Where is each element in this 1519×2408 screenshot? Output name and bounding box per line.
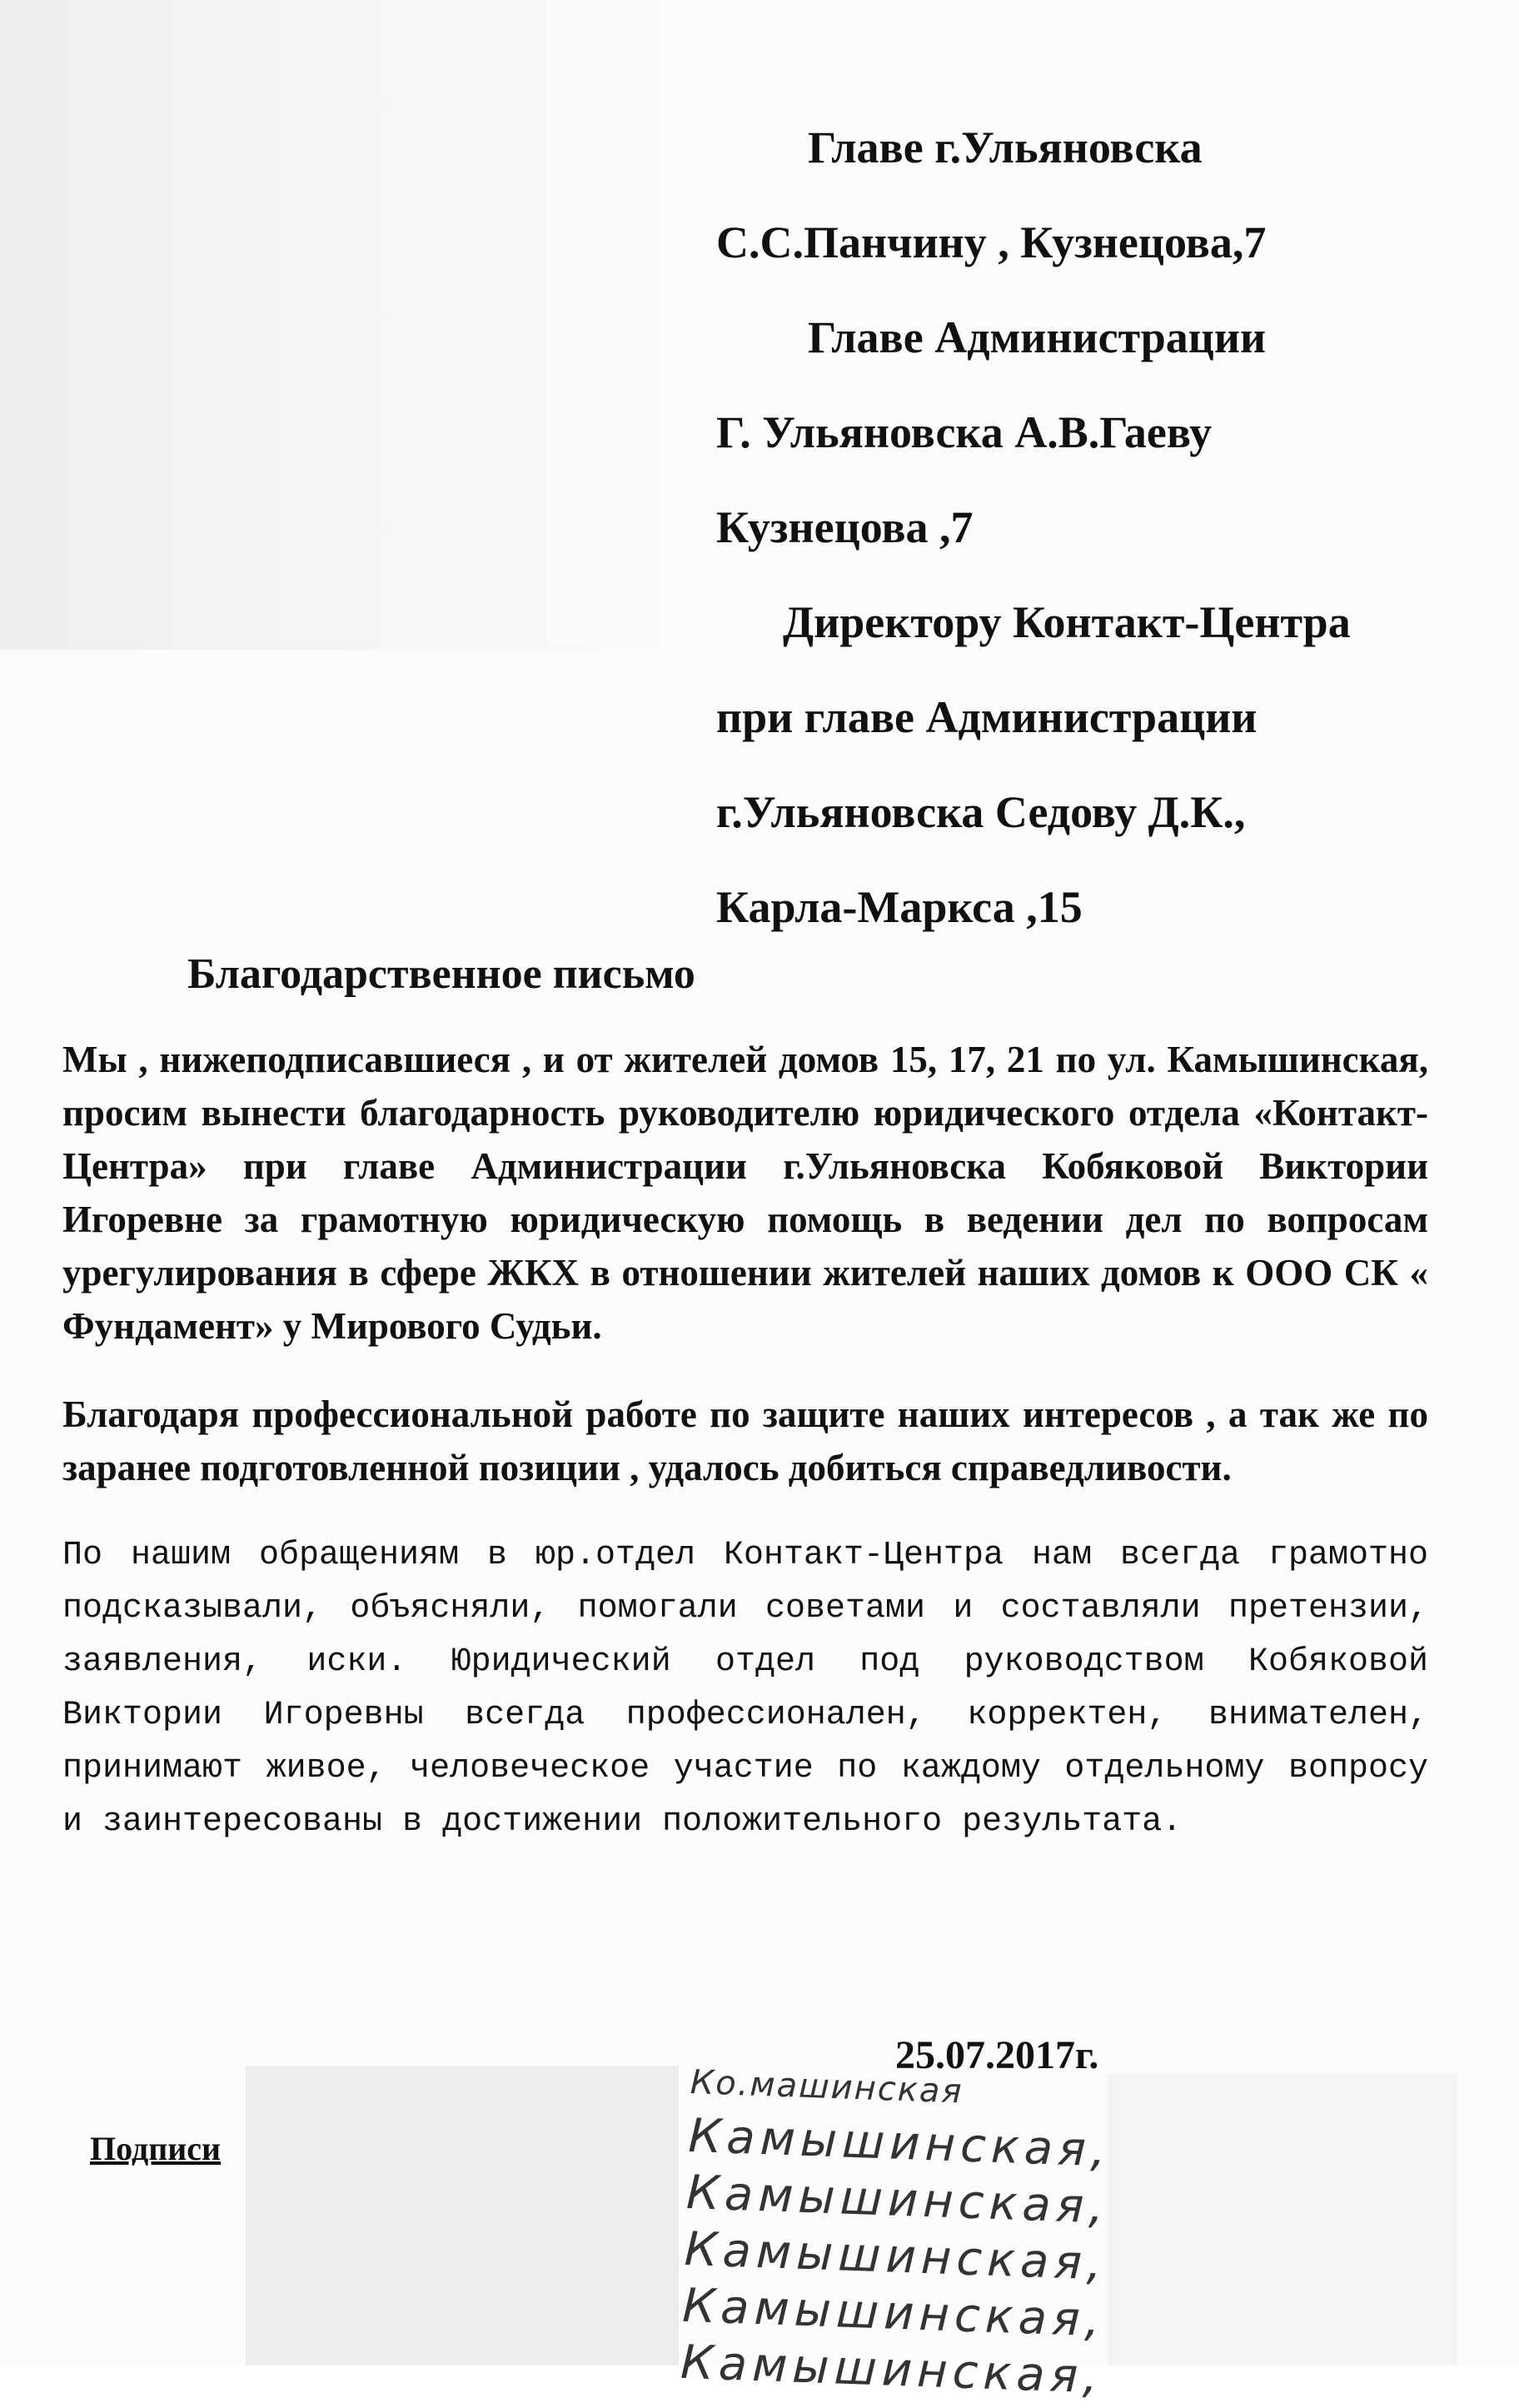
body-paragraph: Благодаря профессиональной работе по защите наших интересов , а так же по заранее подготовленной позиции , удалось добиться справедливости. — [62, 1393, 1428, 1488]
handwritten-line: Камышинская, — [681, 2278, 1106, 2348]
addressee-line: Карла-Маркса ,15 — [716, 882, 1083, 932]
addressee-line: Г. Ульяновска А.В.Гаеву — [716, 407, 1213, 457]
addressee-block — [716, 100, 1466, 955]
addressee-line: Кузнецова ,7 — [716, 502, 974, 552]
signatures-label: Подписи — [90, 2130, 222, 2167]
letter-body — [62, 1033, 1428, 1884]
addressee-line: Директору Контакт-Центра — [783, 597, 1351, 647]
handwritten-line: Камышинская, — [687, 2108, 1112, 2178]
addressee-line: Главе г.Ульяновска — [808, 122, 1203, 172]
handwritten-line: Камышинская, — [680, 2335, 1104, 2405]
handwritten-line: Ко.машинская — [690, 2062, 964, 2111]
letter-date: 25.07.2017г. — [895, 2033, 1099, 2077]
redacted-area — [1108, 2074, 1457, 2366]
letter-title: Благодарственное письмо — [187, 950, 695, 998]
redacted-area — [246, 2066, 679, 2366]
handwritten-line: Камышинская, — [685, 2165, 1110, 2235]
addressee-line: г.Ульяновска Седову Д.К., — [716, 787, 1246, 837]
addressee-line: Главе Администрации — [808, 312, 1267, 362]
addressee-line: при главе Администрации — [716, 692, 1258, 742]
scan-shading — [0, 0, 683, 650]
body-paragraph: По нашим обращениям в юр.отдел Контакт-Центра нам всегда грамотно подсказывали, объясняли, помогали советами и составляли претензии, заявления, иски. Юридический отдел под руководством Кобяковой Виктории Игоревны всегда профессионален, корректен, внимателен, принимают живое, человеческое участие по каждому отдельному вопросу и заинтересованы в достижении положительного результата. — [62, 1537, 1428, 1841]
handwritten-signatures — [680, 2057, 1158, 2408]
addressee-line: С.С.Панчину , Кузнецова,7 — [716, 217, 1267, 267]
handwritten-line: Камышинская, — [683, 2221, 1108, 2291]
body-paragraph: Мы , нижеподписавшиеся , и от жителей домов 15, 17, 21 по ул. Камышинская, просим вынести благодарность руководителю юридического отдела «Контакт-Центра» при главе Администрации г.Ульяновска Кобяковой Виктории Игоревне за грамотную юридическую помощь в ведении дел по вопросам урегулирования в сфере ЖКХ в отношении жителей наших домов к ООО СК « Фундамент» у Мирового Судьи. — [62, 1039, 1428, 1347]
